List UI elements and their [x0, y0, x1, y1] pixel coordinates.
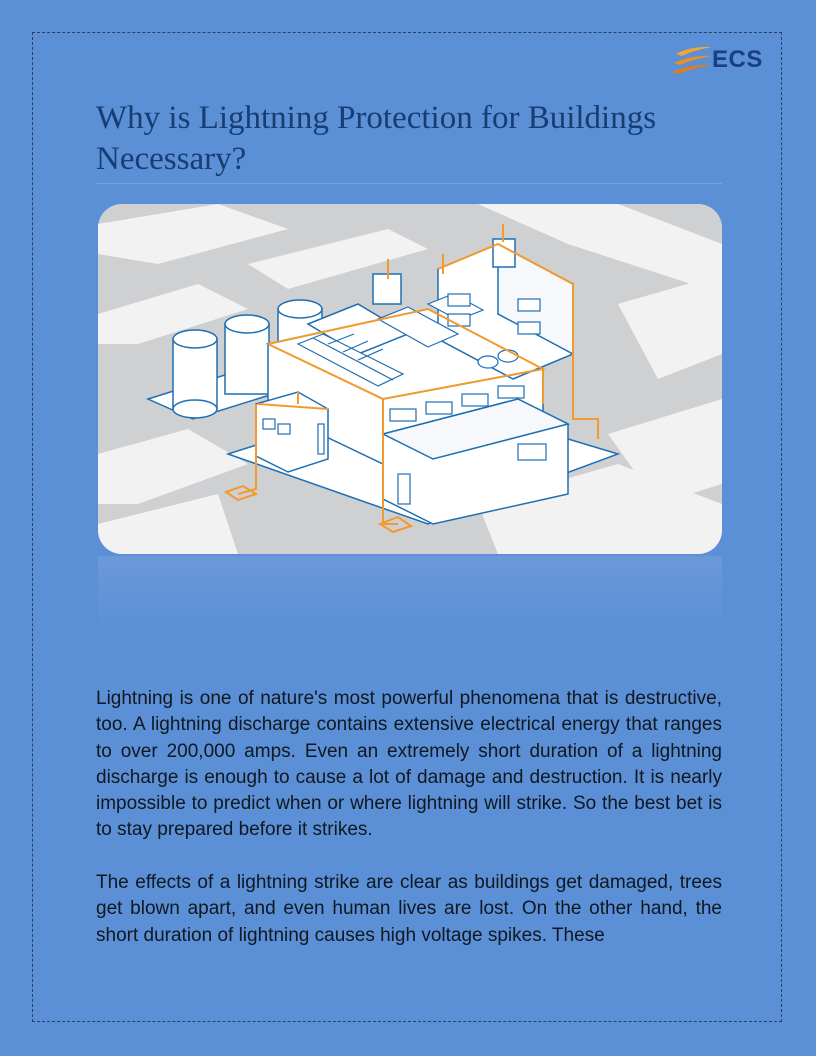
building-illustration: [98, 204, 722, 554]
title-divider: [96, 183, 722, 184]
logo-text: ECS: [712, 46, 763, 73]
building-lightning-protection-icon: [98, 204, 722, 554]
logo-swoosh-icon: [672, 44, 712, 78]
illustration-reflection: [98, 556, 722, 634]
paragraph-2: The effects of a lightning strike are clear as buildings get damaged, trees get blown apart, and even human lives are lost. On the other hand, the short duration of lightning causes high voltage spikes. These: [96, 872, 722, 946]
paragraph-1: Lightning is one of nature's most powerful phenomena that is destructive, too. A lightning discharge contains extensive electrical energy that ranges to over 200,000 amps. Even an extremely short duration of a lightning discharge is enough to cause a lot of damage and destruction. It is nearly impossible to predict when or where lightning will strike. So the best bet is to stay prepared before it strikes.: [96, 688, 722, 841]
ecs-logo: [672, 44, 772, 80]
page-title: Why is Lightning Protection for Buildings Necessary?: [96, 100, 657, 177]
